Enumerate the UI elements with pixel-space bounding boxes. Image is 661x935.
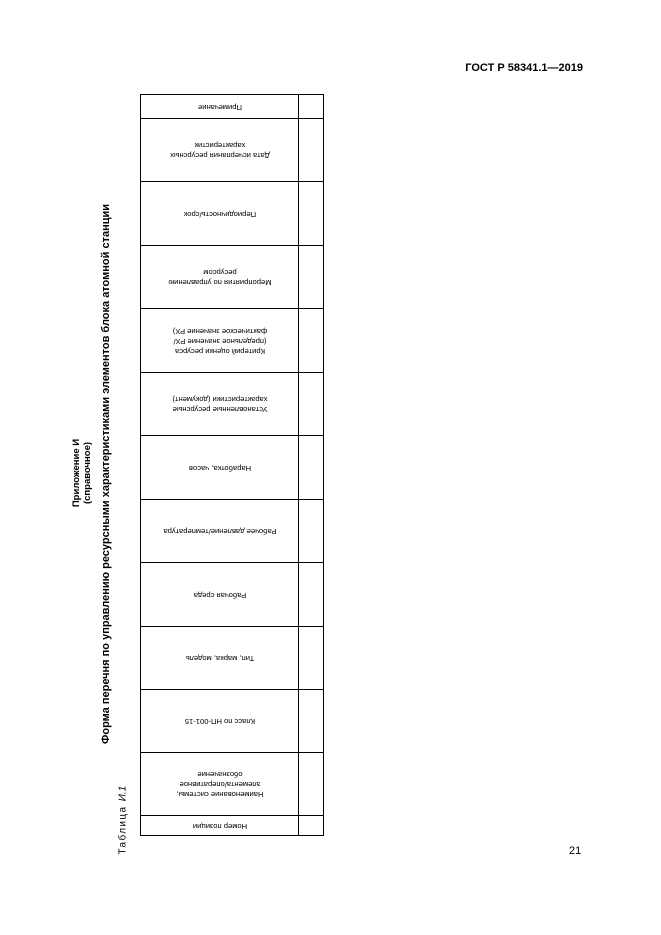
column-header-text: Критерий оценки ресурса (предельное значение РХ/ фактическое значение РХ) bbox=[172, 326, 267, 356]
column-header-text: Класс по НП-001-15 bbox=[184, 717, 255, 726]
column-header bbox=[141, 500, 299, 562]
table-column-primechanie bbox=[141, 95, 323, 118]
column-blank-cell bbox=[299, 182, 323, 245]
column-header bbox=[141, 119, 299, 181]
table-column-nomer bbox=[141, 815, 323, 835]
column-blank-cell bbox=[299, 309, 323, 372]
page-number: 21 bbox=[569, 845, 582, 857]
column-header bbox=[141, 436, 299, 499]
column-blank-cell bbox=[299, 436, 323, 499]
column-blank-cell bbox=[299, 95, 323, 118]
column-blank-cell bbox=[299, 816, 323, 835]
column-header-text: Номер позиции bbox=[192, 821, 247, 831]
column-blank-cell bbox=[299, 690, 323, 752]
appendix-status: (справочное) bbox=[82, 441, 93, 505]
column-header bbox=[141, 182, 299, 245]
column-header bbox=[141, 563, 299, 626]
table-column-klass bbox=[141, 689, 323, 752]
column-header-text: Дата исчерпания ресурсных характеристик bbox=[169, 141, 270, 160]
column-blank-cell bbox=[299, 753, 323, 815]
table-column-ustanovlennye bbox=[141, 372, 323, 435]
column-header bbox=[141, 690, 299, 752]
column-blank-cell bbox=[299, 119, 323, 181]
column-blank-cell bbox=[299, 627, 323, 689]
standard-code: ГОСТ Р 58341.1—2019 bbox=[465, 62, 583, 74]
appendix-label: Приложение И bbox=[71, 438, 82, 508]
table-caption-word: Таблица bbox=[117, 805, 129, 855]
table-caption-number: И.1 bbox=[117, 785, 129, 802]
table-column-kriteriy bbox=[141, 308, 323, 372]
table-column-periodichnost bbox=[141, 181, 323, 245]
table-column-davlenie bbox=[141, 499, 323, 562]
form-table bbox=[140, 94, 324, 836]
column-header bbox=[141, 95, 299, 118]
column-blank-cell bbox=[299, 246, 323, 308]
column-header bbox=[141, 753, 299, 815]
column-header-text: Тип, марка, модель bbox=[185, 654, 254, 663]
form-title: Форма перечня по управлению ресурсными характеристиками элементов блока атомной станции bbox=[100, 204, 112, 745]
column-header bbox=[141, 627, 299, 689]
table-column-data-ischerpaniya bbox=[141, 118, 323, 181]
column-header-text: Установленные ресурсные характеристики (документ) bbox=[172, 395, 268, 414]
appendix-heading bbox=[71, 431, 93, 515]
table-column-meropriyatiya bbox=[141, 245, 323, 308]
column-header bbox=[141, 309, 299, 372]
column-header-text: Наработка, часов bbox=[188, 463, 251, 473]
column-header-text: Примечание bbox=[197, 102, 242, 112]
column-header-text: Периодичность/срок bbox=[183, 209, 256, 219]
column-header bbox=[141, 373, 299, 435]
column-header bbox=[141, 246, 299, 308]
table-column-narabotka bbox=[141, 435, 323, 499]
column-blank-cell bbox=[299, 373, 323, 435]
table-caption bbox=[118, 753, 129, 855]
table-column-sreda bbox=[141, 562, 323, 626]
column-header-text: Рабочее давление/температура bbox=[162, 527, 277, 536]
column-header-text: Наименование системы, элемента/оперативное обозначение bbox=[176, 770, 263, 799]
column-blank-cell bbox=[299, 500, 323, 562]
table-column-tip bbox=[141, 626, 323, 689]
column-header-text: Рабочая среда bbox=[193, 590, 246, 600]
column-header-text: Мероприятия по управлению ресурсом bbox=[167, 268, 272, 287]
table-column-naimenovanie bbox=[141, 752, 323, 815]
column-blank-cell bbox=[299, 563, 323, 626]
column-header bbox=[141, 816, 299, 835]
